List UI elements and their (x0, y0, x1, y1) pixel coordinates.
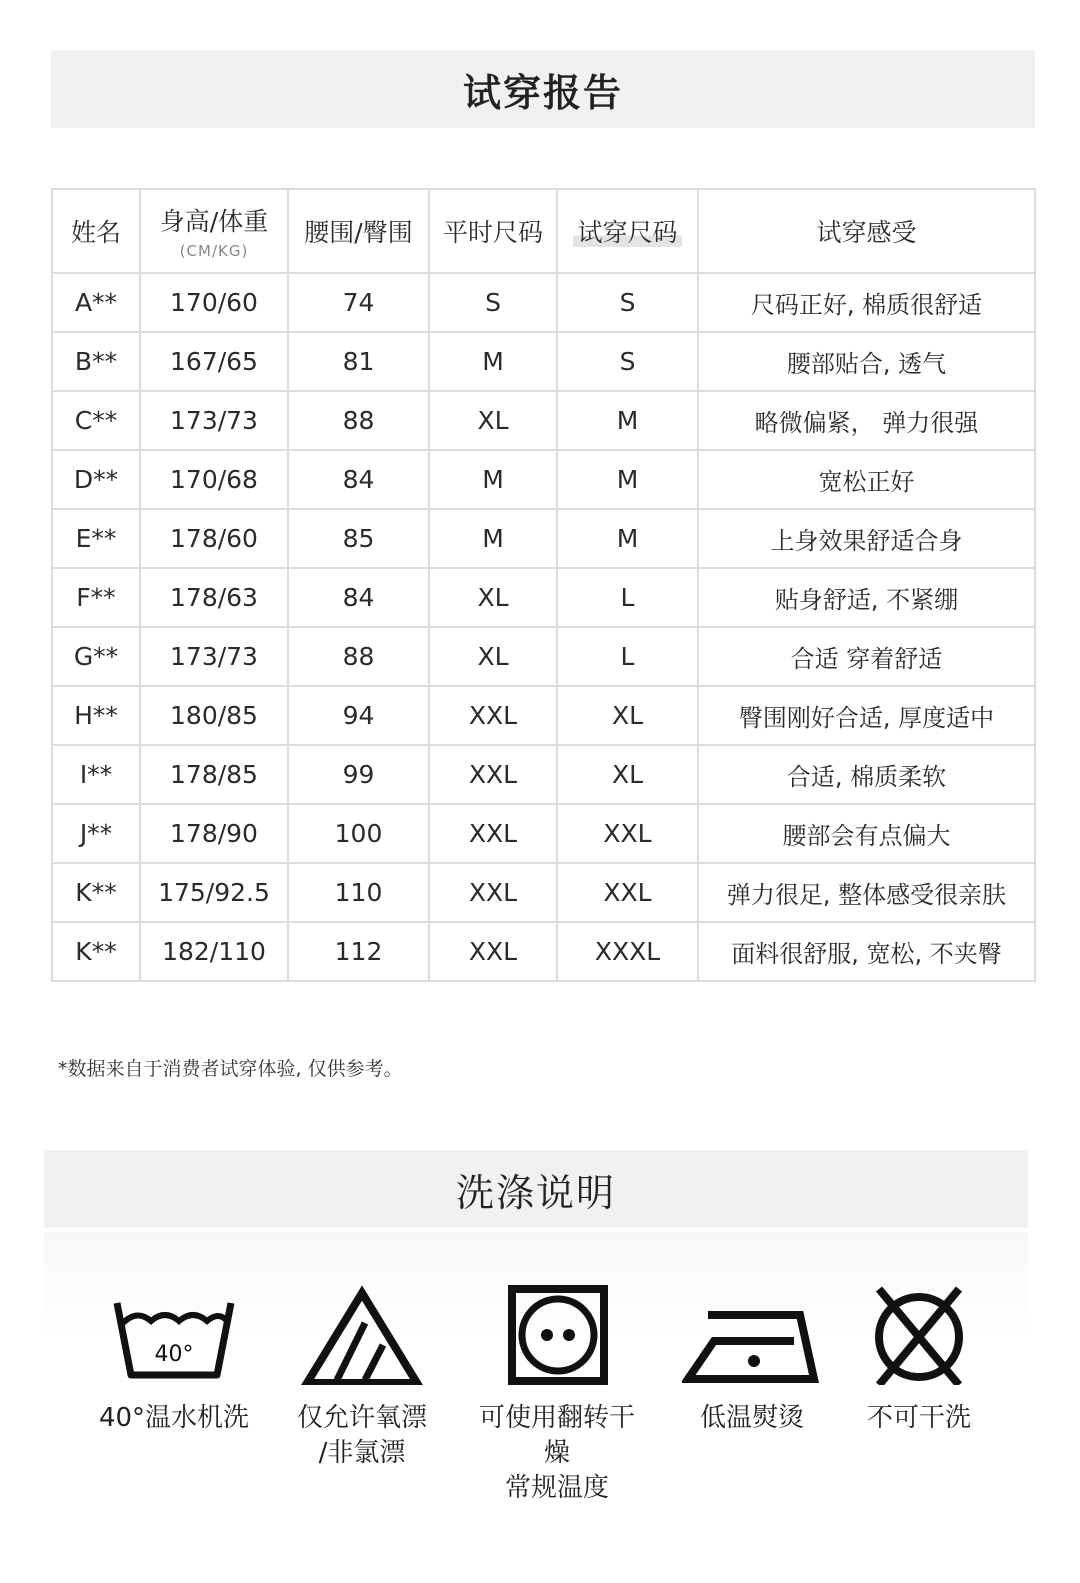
table-row (52, 745, 1035, 804)
cell-feedback: 腰部贴合, 透气 (698, 332, 1035, 391)
report-title: 试穿报告 (51, 50, 1035, 128)
cell-height-weight: 175/92.5 (140, 863, 288, 922)
cell-trial-size: L (557, 627, 698, 686)
header-unit: (CM/KG) (179, 242, 249, 260)
header-trial-size-label: 试穿尺码 (573, 218, 681, 247)
cell-trial-size: XL (557, 745, 698, 804)
cell-feedback: 合适 穿着舒适 (698, 627, 1035, 686)
cell-name: K** (52, 922, 140, 981)
cell-feedback: 略微偏紧， 弹力很强 (698, 391, 1035, 450)
cell-usual-size: XL (429, 627, 557, 686)
cell-trial-size: XL (557, 686, 698, 745)
cell-usual-size: XL (429, 391, 557, 450)
table-row (52, 686, 1035, 745)
cell-trial-size: XXL (557, 804, 698, 863)
header-name: 姓名 (52, 189, 140, 273)
wash-label-0: 40°温水机洗 (98, 1403, 250, 1433)
cell-waist-hip: 84 (288, 450, 429, 509)
cell-waist-hip: 100 (288, 804, 429, 863)
header-usual-size: 平时尺码 (429, 189, 557, 273)
cell-height-weight: 178/85 (140, 745, 288, 804)
cell-trial-size: M (557, 450, 698, 509)
cell-usual-size: XXL (429, 922, 557, 981)
low-iron-icon (682, 1285, 822, 1385)
cell-name: I** (52, 745, 140, 804)
header-trial-size (557, 189, 698, 273)
cell-feedback: 臀围刚好合适, 厚度适中 (698, 686, 1035, 745)
cell-waist-hip: 112 (288, 922, 429, 981)
wash-label-4: 不可干洗 (866, 1403, 971, 1433)
header-height-weight (140, 189, 288, 273)
cell-height-weight: 173/73 (140, 627, 288, 686)
cell-name: H** (52, 686, 140, 745)
data-disclaimer: *数据来自于消费者试穿体验, 仅供参考。 (58, 1058, 403, 1080)
cell-feedback: 面料很舒服, 宽松, 不夹臀 (698, 922, 1035, 981)
cell-name: J** (52, 804, 140, 863)
cell-usual-size: M (429, 509, 557, 568)
cell-height-weight: 178/60 (140, 509, 288, 568)
cell-height-weight: 167/65 (140, 332, 288, 391)
wash-item-bleach (272, 1285, 452, 1471)
wash-temp: 40° (154, 1342, 194, 1367)
wash-item-iron (662, 1285, 842, 1436)
table-row (52, 804, 1035, 863)
cell-waist-hip: 88 (288, 391, 429, 450)
fitting-report-table (51, 188, 1036, 982)
cell-name: D** (52, 450, 140, 509)
wash-item-dry-clean (829, 1285, 1009, 1436)
cell-name: K** (52, 863, 140, 922)
wash-label-1: 仅允许氧漂 /非氯漂 (296, 1403, 427, 1468)
wash-label-3: 低温熨烫 (699, 1403, 804, 1433)
cell-height-weight: 178/90 (140, 804, 288, 863)
cell-waist-hip: 85 (288, 509, 429, 568)
table-header-row (52, 189, 1035, 273)
table-row (52, 922, 1035, 981)
wash-item-machine-wash (84, 1285, 264, 1436)
cell-name: F** (52, 568, 140, 627)
cell-feedback: 合适, 棉质柔软 (698, 745, 1035, 804)
cell-name: C** (52, 391, 140, 450)
tumble-dry-icon (492, 1285, 622, 1385)
cell-name: A** (52, 273, 140, 332)
table-row (52, 863, 1035, 922)
cell-trial-size: S (557, 273, 698, 332)
cell-name: E** (52, 509, 140, 568)
cell-waist-hip: 74 (288, 273, 429, 332)
cell-trial-size: M (557, 391, 698, 450)
cell-feedback: 尺码正好, 棉质很舒适 (698, 273, 1035, 332)
no-dry-clean-icon (854, 1285, 984, 1385)
cell-height-weight: 173/73 (140, 391, 288, 450)
cell-trial-size: XXL (557, 863, 698, 922)
cell-feedback: 弹力很足, 整体感受很亲肤 (698, 863, 1035, 922)
wash-item-tumble-dry (467, 1285, 647, 1506)
cell-usual-size: XXL (429, 804, 557, 863)
cell-usual-size: M (429, 450, 557, 509)
cell-height-weight: 170/68 (140, 450, 288, 509)
cell-waist-hip: 81 (288, 332, 429, 391)
table-row (52, 627, 1035, 686)
cell-usual-size: M (429, 332, 557, 391)
cell-trial-size: S (557, 332, 698, 391)
table-row (52, 568, 1035, 627)
wash-40-icon (109, 1285, 239, 1385)
header-waist-hip: 腰围/臀围 (288, 189, 429, 273)
cell-height-weight: 178/63 (140, 568, 288, 627)
cell-feedback: 贴身舒适, 不紧绷 (698, 568, 1035, 627)
cell-feedback: 宽松正好 (698, 450, 1035, 509)
cell-waist-hip: 99 (288, 745, 429, 804)
cell-feedback: 上身效果舒适合身 (698, 509, 1035, 568)
cell-waist-hip: 94 (288, 686, 429, 745)
cell-name: G** (52, 627, 140, 686)
cell-height-weight: 182/110 (140, 922, 288, 981)
cell-height-weight: 180/85 (140, 686, 288, 745)
table-row (52, 391, 1035, 450)
cell-name: B** (52, 332, 140, 391)
cell-usual-size: XXL (429, 745, 557, 804)
wash-label-2: 可使用翻转干燥 常规温度 (478, 1403, 635, 1503)
cell-trial-size: XXXL (557, 922, 698, 981)
wash-title: 洗涤说明 (44, 1150, 1028, 1228)
header-feedback: 试穿感受 (698, 189, 1035, 273)
cell-usual-size: S (429, 273, 557, 332)
table-row (52, 450, 1035, 509)
oxygen-bleach-icon (297, 1285, 427, 1385)
header-height-weight-label: 身高/体重 (159, 207, 269, 236)
cell-trial-size: L (557, 568, 698, 627)
cell-trial-size: M (557, 509, 698, 568)
table-row (52, 332, 1035, 391)
cell-waist-hip: 110 (288, 863, 429, 922)
cell-waist-hip: 88 (288, 627, 429, 686)
cell-feedback: 腰部会有点偏大 (698, 804, 1035, 863)
cell-usual-size: XXL (429, 863, 557, 922)
cell-height-weight: 170/60 (140, 273, 288, 332)
cell-usual-size: XXL (429, 686, 557, 745)
cell-usual-size: XL (429, 568, 557, 627)
cell-waist-hip: 84 (288, 568, 429, 627)
table-row (52, 509, 1035, 568)
table-row (52, 273, 1035, 332)
